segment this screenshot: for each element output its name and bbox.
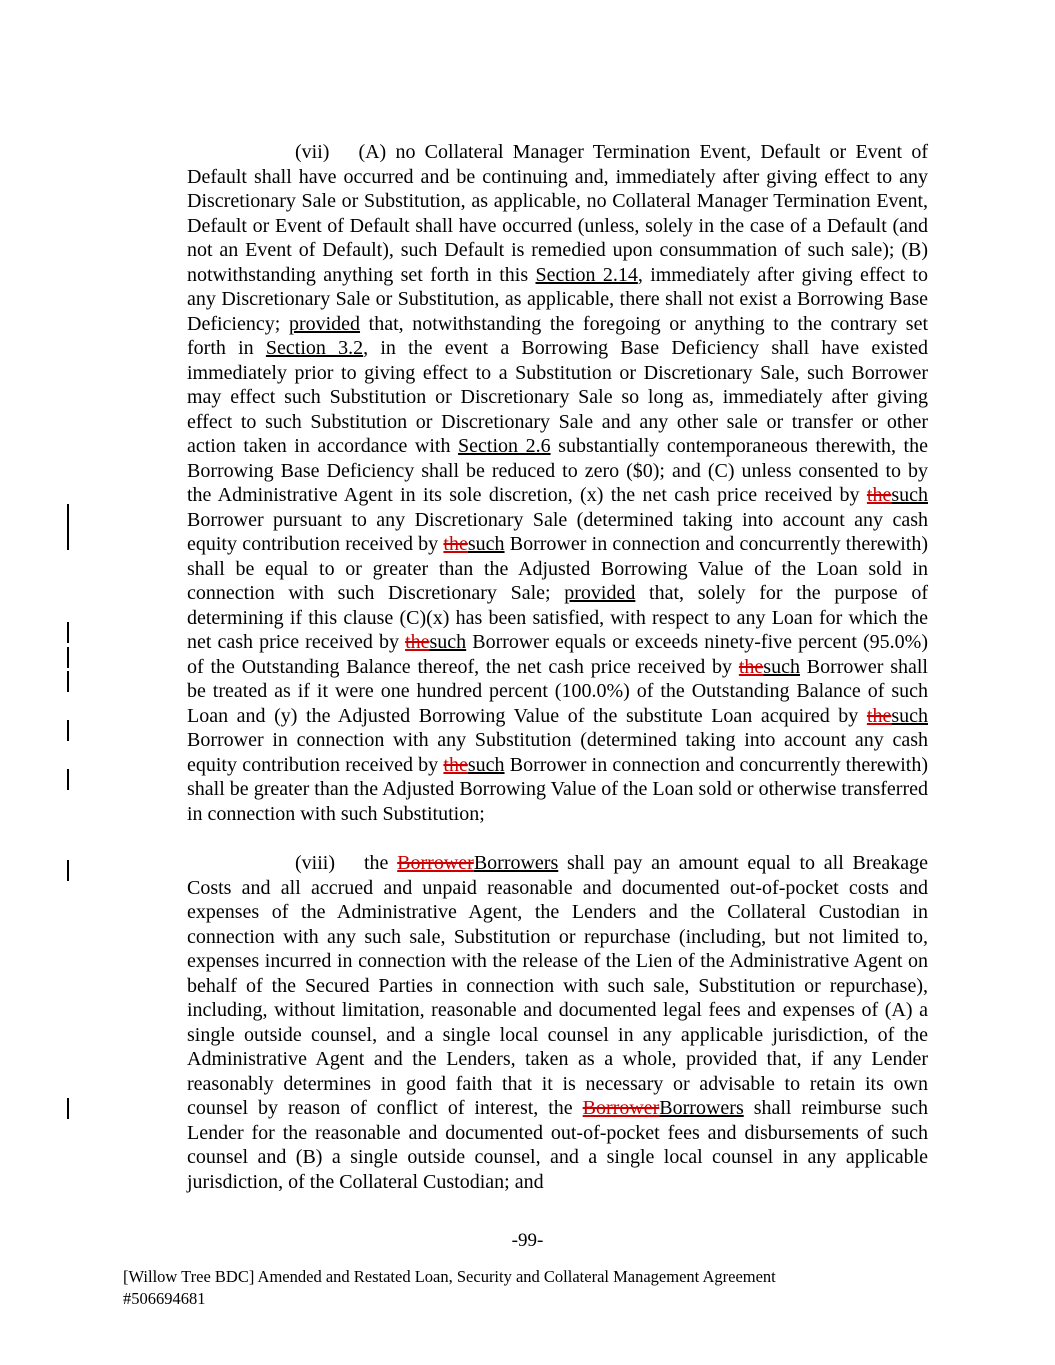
inserted-or-underlined-text: provided xyxy=(288,312,361,335)
text-run: shall pay an amount equal to all Breakage Costs and all accrued and unpaid reasonable and documented out-of-pocket costs and expenses of the Administrative Agent, the Lenders and the Collateral Custodian in connection with any such sale, Substitution or repurchase (including, but not limited to, expenses incurred in connection with the release of the Lien of the Administrative Agent on behalf of the Secured Parties in connection with such sale, Substitution or repurchase), including, without limitation, reasonable and documented legal fees and expenses of (A) a single outside counsel, and a single local counsel in any applicable jurisdiction, of the Administrative Agent and the Lenders, taken as a whole, provided that, if any Lender reasonably determines in good faith that it is necessary or advisable to retain its own counsel by reason of conflict of interest, the xyxy=(187,852,928,1119)
text-run: substantially contemporaneous therewith, the Borrowing Base Deficiency shall be reduced to zero ($0); and (C) unless consented to by the Administrative Agent in its sole discretion, (x) the net cash price received by xyxy=(187,435,928,506)
inserted-or-underlined-text: Section 3.2 xyxy=(265,337,364,359)
change-bar xyxy=(67,720,69,741)
inserted-or-underlined-text: Borrowers xyxy=(659,1097,744,1119)
text-run: (viii) xyxy=(295,852,335,874)
deleted-text: the xyxy=(405,631,430,653)
footer-line-1: [Willow Tree BDC] Amended and Restated Loan, Security and Collateral Management Agreement xyxy=(123,1267,776,1286)
text-run: Borrower shall be treated as if it were one hundred percent (100.0%) of the Outstanding Balance of such Loan and (y) the Adjusted Borrowing Value of the substitute Loan acquired by xyxy=(187,655,928,727)
text-run: that, solely for the purpose of determining if this clause (C)(x) has been satisfied, with respect to any Loan for which the net cash price received by xyxy=(187,582,928,653)
deleted-text: the xyxy=(443,533,468,555)
text-run: (A) no Collateral Manager Termination Event, Default or Event of Default shall have occurred and be continuing and, immediately after giving effect to any Discretionary Sale or Substitution, as applicable, no Collateral Manager Termination Event, Default or Event of Default shall have occurred (unless, solely in the case of a Default (and not an Event of Default), such Default is remedied upon consummation of such sale); (B) notwithstanding anything set forth in this xyxy=(187,141,928,286)
change-bar xyxy=(67,769,69,790)
deleted-text: Borrower xyxy=(397,852,474,874)
inserted-or-underlined-text: provided xyxy=(564,582,636,604)
inserted-or-underlined-text: Borrowers xyxy=(473,852,559,874)
document-footer xyxy=(123,1266,776,1309)
text-run: (vii) xyxy=(295,141,330,163)
inserted-or-underlined-text: such xyxy=(467,533,505,555)
clause-vii-paragraph xyxy=(187,140,928,826)
text-run: Borrower pursuant to any Discretionary Sale (determined taking into account any cash equity contribution received by xyxy=(187,508,928,555)
change-bar xyxy=(67,1098,69,1119)
text-run: , in the event a Borrowing Base Deficiency shall have existed immediately prior to giving effect to a Substitution or Discretionary Sale, such Borrower may effect such Substitution or Discretionary Sale so long as, immediately after giving effect to such Substitution or Discretionary Sale and any other sale or transfer or other action taken in accordance with xyxy=(187,337,928,457)
change-bar xyxy=(67,860,69,881)
deleted-text: the xyxy=(866,484,892,506)
inserted-or-underlined-text: such xyxy=(891,484,928,506)
text-run: that, notwithstanding the foregoing or anything to the contrary set forth in xyxy=(187,312,929,359)
deleted-text: Borrower xyxy=(582,1097,660,1119)
change-bar xyxy=(67,622,69,643)
inserted-or-underlined-text: Section 2.6 xyxy=(458,435,551,457)
document-body xyxy=(187,140,928,1194)
change-bar xyxy=(67,504,69,550)
deleted-text: the xyxy=(443,753,468,776)
inserted-or-underlined-text: such xyxy=(467,753,505,776)
text-run: Borrower in connection and concurrently therewith) shall be equal to or greater than the Adjusted Borrowing Value of the Loan sold in connection with such Discretionary Sale; xyxy=(187,533,928,604)
change-bar xyxy=(67,647,69,668)
footer-line-2: #506694681 xyxy=(123,1288,206,1308)
text-run: Borrower equals or exceeds ninety-five percent (95.0%) of the Outstanding Balance thereof, the net cash price received by xyxy=(187,631,929,678)
text-run: Borrower in connection with any Substitution (determined taking into account any cash equity contribution received by xyxy=(187,729,928,776)
inserted-or-underlined-text: such xyxy=(429,631,467,653)
text-run: the xyxy=(364,852,398,874)
change-bar xyxy=(67,671,69,692)
text-run: Borrower in connection and concurrently therewith) shall be greater than the Adjusted Borrowing Value of the Loan sold or otherwise transferred in connection with such Substitution; xyxy=(187,753,928,825)
deleted-text: the xyxy=(738,655,764,678)
inserted-or-underlined-text: such xyxy=(763,655,800,678)
page-number: -99- xyxy=(511,1230,544,1251)
clause-viii-paragraph xyxy=(187,851,928,1194)
inserted-or-underlined-text: such xyxy=(891,704,928,727)
text-run: , immediately after giving effect to any Discretionary Sale or Substitution, as applicable, there shall not exist a Borrowing Base Deficiency; xyxy=(187,263,928,335)
inserted-or-underlined-text: Section 2.14 xyxy=(535,263,638,286)
text-run: shall reimburse such Lender for the reasonable and documented out-of-pocket fees and disbursements of such counsel and (B) a single outside counsel, and a single local counsel in any applicable jurisdiction, of the Collateral Custodian; and xyxy=(187,1097,929,1193)
deleted-text: the xyxy=(866,704,892,727)
